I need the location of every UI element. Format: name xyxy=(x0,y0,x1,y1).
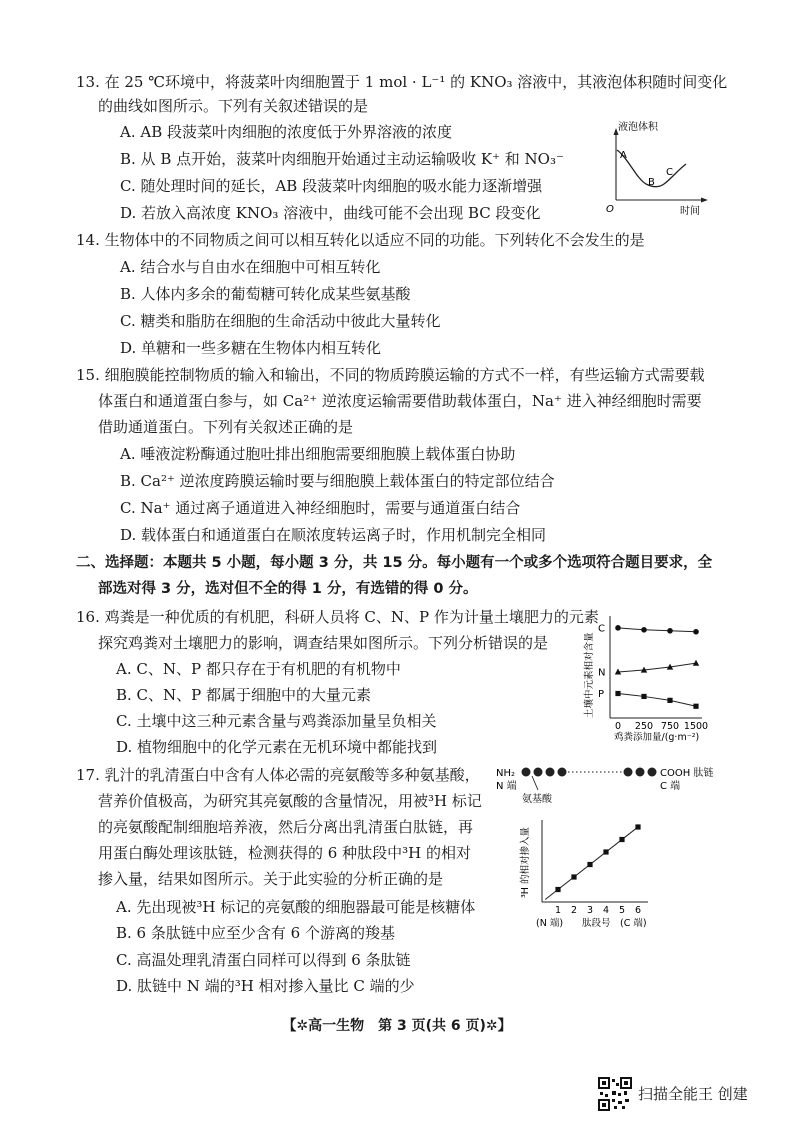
q17-stem-line1: 17. 乳汁的乳清蛋白中含有人体必需的亮氨酸等多种氨基酸， xyxy=(76,766,480,784)
vacuole-point-c: C xyxy=(666,167,673,178)
q14-option-d: D. 单糖和一些多糖在生物体内相互转化 xyxy=(120,339,382,357)
q17-peptide-chain-diagram xyxy=(494,762,716,822)
q15-option-c: C. Na⁺ 通过离子通道进入神经细胞时，需要与通道蛋白结合 xyxy=(120,499,521,517)
q16-element-chart xyxy=(574,606,720,744)
chain-c-end-label: C 端 xyxy=(660,781,681,792)
chart16-line-P xyxy=(618,694,696,707)
chart16-xlabel: 鸡粪添加量/(g·m⁻²) xyxy=(614,732,700,743)
chart16-tick-1500: 1500 xyxy=(683,721,709,732)
q14-option-c: C. 糖类和脂肪在细胞的生命活动中彼此大量转化 xyxy=(120,312,441,330)
q15-stem-line1: 15. 细胞膜能控制物质的输入和输出，不同的物质跨膜运输的方式不一样，有些运输方式需要载 xyxy=(76,366,705,384)
q17-stem-line3: 的亮氨酸配制细胞培养液，然后分离出乳清蛋白肽链，再 xyxy=(98,818,474,836)
scanner-watermark-text: 扫描全能王 创建 xyxy=(638,1085,748,1103)
chart16-point-P-0 xyxy=(615,691,620,696)
q16-option-c: C. 土壤中这三种元素含量与鸡粪添加量呈负相关 xyxy=(116,712,437,730)
chart16-point-P-3 xyxy=(693,704,698,709)
q13-vacuole-figure xyxy=(604,120,716,218)
chart16-series-label-C: C xyxy=(598,623,605,635)
q14-option-a: A. 结合水与自由水在细胞中可相互转化 xyxy=(120,258,381,276)
chart17-tick-6: 6 xyxy=(634,905,642,916)
q15-stem-line3: 借助通道蛋白。下列有关叙述正确的是 xyxy=(98,418,354,436)
chart16-ylabel: 土壤中元素相对含量 xyxy=(584,632,595,718)
chart17-tick-5: 5 xyxy=(618,905,626,916)
chart16-tick-750: 750 xyxy=(660,721,680,732)
chart16-point-P-2 xyxy=(667,698,672,703)
chart17-tick-3: 3 xyxy=(586,905,594,916)
chart16-point-N-3 xyxy=(693,660,699,666)
q13-option-d: D. 若放入高浓度 KNO₃ 溶液中，曲线可能不会出现 BC 段变化 xyxy=(120,204,541,222)
q17-stem-line4: 用蛋白酶处理该肽链，检测获得的 6 种肽段中³H 的相对 xyxy=(98,844,471,862)
chart17-tick-2: 2 xyxy=(570,905,578,916)
q15-option-a: A. 唾液淀粉酶通过胞吐排出细胞需要细胞膜上载体蛋白协助 xyxy=(120,445,516,463)
q13-option-a: A. AB 段菠菜叶肉细胞的浓度低于外界溶液的浓度 xyxy=(120,123,452,141)
chart17-xlabel: 肽段号 xyxy=(582,918,611,929)
chart17-point-3 xyxy=(603,849,608,854)
chart16-line-N xyxy=(618,663,696,672)
chart17-note-left: (N 端) xyxy=(536,918,564,929)
chart16-series-label-P: P xyxy=(598,689,605,700)
vacuole-ylabel: 液泡体积 xyxy=(618,122,658,133)
qr-code-icon xyxy=(598,1077,632,1111)
chain-cooh-label: COOH 肽链 xyxy=(660,768,714,779)
chain-nh2-label: NH₂ xyxy=(496,768,516,779)
vacuole-origin: O xyxy=(606,204,614,215)
vacuole-point-b: B xyxy=(648,177,655,188)
chart16-series-label-N: N xyxy=(598,667,606,679)
chart16-point-P-1 xyxy=(641,694,646,699)
q14-stem-line1: 14. 生物体中的不同物质之间可以相互转化以适应不同的功能。下列转化不会发生的是 xyxy=(76,231,645,249)
q17-stem-line5: 掺入量，结果如图所示。关于此实验的分析正确的是 xyxy=(98,870,444,888)
chart17-point-0 xyxy=(555,887,560,892)
page-footer: 【✲高一生物 第 3 页(共 6 页)✲】 xyxy=(282,1018,512,1034)
vacuole-point-a: A xyxy=(620,150,627,161)
scanner-watermark xyxy=(598,1075,788,1115)
q13-option-b: B. 从 B 点开始，菠菜叶肉细胞开始通过主动运输吸收 K⁺ 和 NO₃⁻ xyxy=(120,150,564,168)
chart16-point-C-3 xyxy=(693,629,699,635)
chart17-point-4 xyxy=(619,837,624,842)
vacuole-xlabel: 时间 xyxy=(680,206,700,217)
chart17-point-5 xyxy=(635,824,640,829)
q15-stem-line2: 体蛋白和通道蛋白参与，如 Ca²⁺ 逆浓度运输需要借助载体蛋白，Na⁺ 进入神经细胞时需要 xyxy=(98,392,702,410)
chart16-tick-250: 250 xyxy=(634,721,654,732)
chart16-tick-0: 0 xyxy=(614,721,622,732)
q17-option-a: A. 先出现被³H 标记的亮氨酸的细胞器最可能是核糖体 xyxy=(116,898,476,916)
chart16-line-C xyxy=(618,628,696,632)
chart17-ylabel: ³H 的相对掺入量 xyxy=(520,827,531,898)
chart17-point-1 xyxy=(571,874,576,879)
chain-n-end-label: N 端 xyxy=(496,781,517,792)
section2-instructions-line2: 部选对得 3 分，选对但不全的得 1 分，有选错的得 0 分。 xyxy=(98,581,478,597)
q14-option-b: B. 人体内多余的葡萄糖可转化成某些氨基酸 xyxy=(120,285,411,303)
q16-option-d: D. 植物细胞中的化学元素在无机环境中都能找到 xyxy=(116,738,438,756)
chart16-point-C-1 xyxy=(641,627,647,633)
chart17-note-right: (C 端) xyxy=(620,918,647,929)
q17-stem-line2: 营养价值极高，为研究其亮氨酸的含量情况，用被³H 标记 xyxy=(98,792,482,810)
section2-instructions-line1: 二、选择题：本题共 5 小题，每小题 3 分，共 15 分。每小题有一个或多个选项符合题目要求，全 xyxy=(76,555,713,571)
chart16-point-C-2 xyxy=(667,628,673,634)
q13-stem-line2: 的曲线如图所示。下列有关叙述错误的是 xyxy=(98,97,369,115)
q17-option-b: B. 6 条肽链中应至少含有 6 个游离的羧基 xyxy=(116,924,395,942)
q16-stem-line1: 16. 鸡粪是一种优质的有机肥，科研人员将 C、N、P 作为计量土壤肥力的元素 xyxy=(76,608,599,626)
chart16-point-C-0 xyxy=(615,625,621,631)
q16-option-b: B. C、N、P 都属于细胞中的大量元素 xyxy=(116,686,372,704)
chart17-tick-1: 1 xyxy=(554,905,562,916)
chain-amino-acid-label: 氨基酸 xyxy=(522,794,552,805)
q17-incorporation-chart xyxy=(508,818,668,930)
q15-option-b: B. Ca²⁺ 逆浓度跨膜运输时要与细胞膜上载体蛋白的特定部位结合 xyxy=(120,472,555,490)
q16-option-a: A. C、N、P 都只存在于有机肥的有机物中 xyxy=(116,660,401,678)
q17-option-c: C. 高温处理乳清蛋白同样可以得到 6 条肽链 xyxy=(116,951,411,969)
q13-option-c: C. 随处理时间的延长，AB 段菠菜叶肉细胞的吸水能力逐渐增强 xyxy=(120,177,543,195)
chart17-point-2 xyxy=(587,862,592,867)
q13-stem-line1: 13. 在 25 ℃环境中，将菠菜叶肉细胞置于 1 mol · L⁻¹ 的 KNO₃ 溶液中，其液泡体积随时间变化 xyxy=(76,73,728,91)
q16-stem-line2: 探究鸡粪对土壤肥力的影响，调查结果如图所示。下列分析错误的是 xyxy=(98,634,549,652)
q15-option-d: D. 载体蛋白和通道蛋白在顺浓度转运离子时，作用机制完全相同 xyxy=(120,526,547,544)
chart17-tick-4: 4 xyxy=(602,905,610,916)
q17-option-d: D. 肽链中 N 端的³H 相对掺入量比 C 端的少 xyxy=(116,977,415,995)
